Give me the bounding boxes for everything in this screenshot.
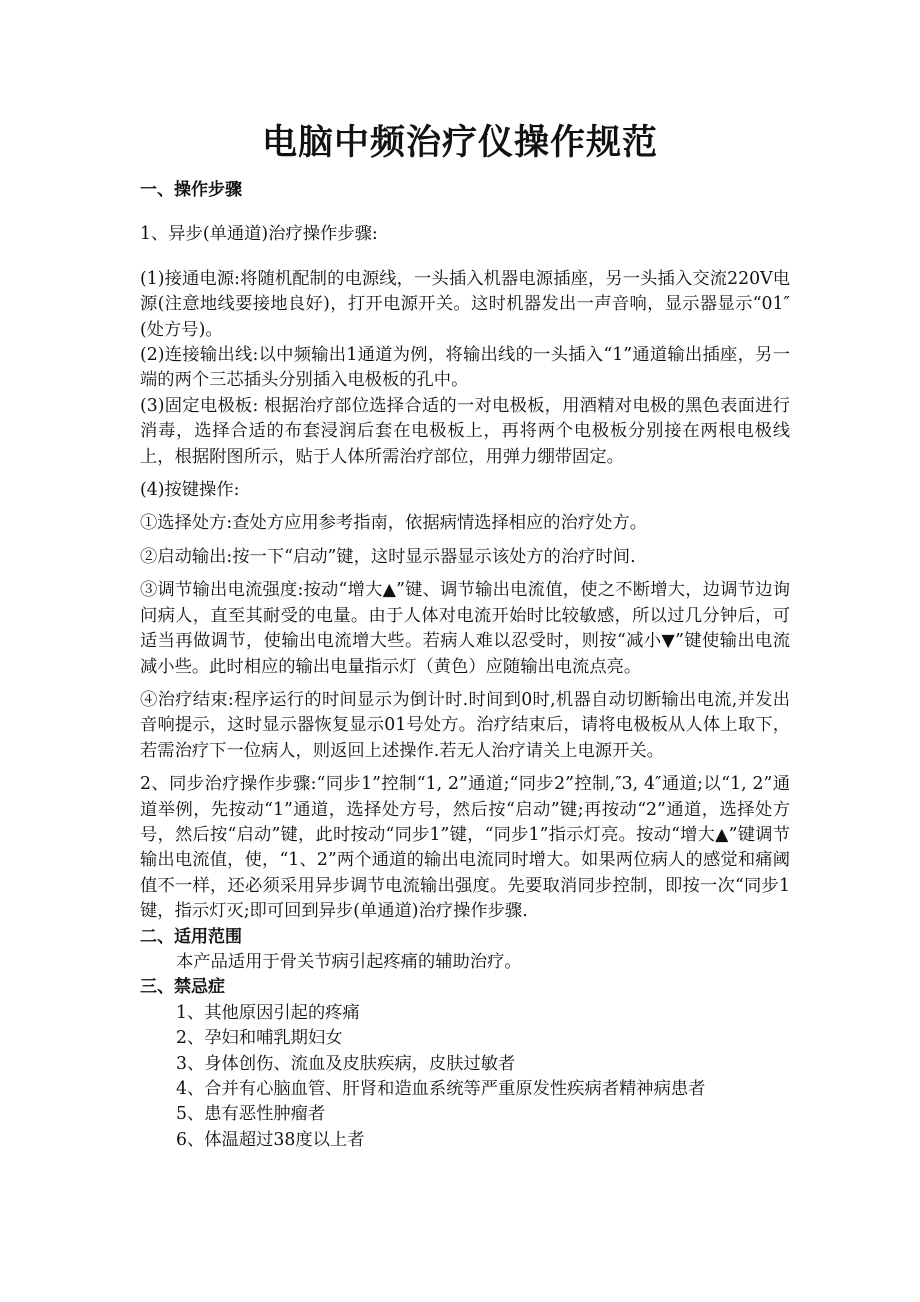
paragraph-power: (1)接通电源:将随机配制的电源线，一头插入机器电源插座，另一头插入交流220V电源(注意地线要接地良好)，打开电源开关。这时机器发出一声音响，显示器显示“01″(处方号)。 [140, 268, 790, 340]
contraindication-item: 1、其他原因引起的疼痛 [176, 1002, 360, 1023]
key-step-start: ②启动输出:按一下“启动”键，这时显示器显示该处方的治疗时间. [140, 546, 636, 567]
paragraph-electrode: (3)固定电极板: 根据治疗部位选择合适的一对电极板，用酒精对电极的黑色表面进行消毒，选择合适的布套浸润后套在电极板上，再将两个电极板分别接在两根电极线上，根据附图所示，贴于人体所需治疗部位，用弹力绷带固定。 [140, 395, 790, 467]
section-heading-procedure: 一、操作步骤 [140, 180, 242, 200]
contraindication-item: 2、孕妇和哺乳期妇女 [176, 1028, 343, 1049]
contraindication-item: 3、身体创伤、流血及皮肤疾病，皮肤过敏者 [176, 1053, 516, 1074]
scope-text: 本产品适用于骨关节病引起疼痛的辅助治疗。 [176, 951, 522, 972]
step2-sync: 2、同步治疗操作步骤:“同步1”控制“1, 2”通道;“同步2”控制,″3, 4″通道;以“1, 2”通道举例，先按动“1”通道，选择处方号，然后按“启动”键;再按动“2”通道，选择处方号，然后按“启动”键，此时按动“同步1”键，“同步1”指示灯亮。按动“增大▲”键调节输出电流值，使，“1、2”两个通道的输出电流同时增大。如果两位病人的感觉和痛阈值不一样，还必须采用异步调节电流输出强度。先要取消同步控制，即按一次“同步1键，指示灯灭;即可回到异步(单通道)治疗操作步骤. [140, 774, 790, 922]
key-step-select: ①选择处方:查处方应用参考指南，依据病情选择相应的治疗处方。 [140, 513, 647, 534]
contraindication-item: 4、合并有心脑血管、肝肾和造血系统等严重原发性疾病者精神病患者 [176, 1079, 706, 1099]
document-body [140, 178, 790, 1153]
section-heading-scope: 二、适用范围 [140, 926, 242, 947]
key-step-adjust: ③调节输出电流强度:按动“增大▲”键、调节输出电流值，使之不断增大，边调节边询问病人，直至其耐受的电量。由于人体对电流开始时比较敏感，所以过几分钟后，可适当再做调节，使输出电流增大些。若病人难以忍受时，则按“减小▼”键使输出电流减小些。此时相应的输出电量指示灯（黄色）应随输出电流点亮。 [140, 580, 790, 677]
key-step-finish: ④治疗结束:程序运行的时间显示为倒计时.时间到0时,机器自动切断输出电流,并发出音响提示，这时显示器恢复显示01号处方。治疗结束后，请将电极板从人体上取下，若需治疗下一位病人，则返回上述操作.若无人治疗请关上电源开关。 [140, 689, 790, 761]
paragraph-output-line: (2)连接输出线:以中频输出1通道为例，将输出线的一头插入“1”通道输出插座，另一端的两个三芯插头分别插入电极板的孔中。 [140, 345, 790, 391]
document-title: 电脑中频治疗仪操作规范 [261, 122, 658, 163]
paragraph-keys: (4)按键操作: [140, 480, 240, 501]
contraindication-item: 6、体温超过38度以上者 [176, 1129, 365, 1150]
section-heading-contraindications: 三、禁忌症 [140, 977, 225, 998]
contraindication-item: 5、患有恶性肿瘤者 [176, 1104, 326, 1125]
step1-heading: 1、异步(单通道)治疗操作步骤: [140, 224, 378, 245]
